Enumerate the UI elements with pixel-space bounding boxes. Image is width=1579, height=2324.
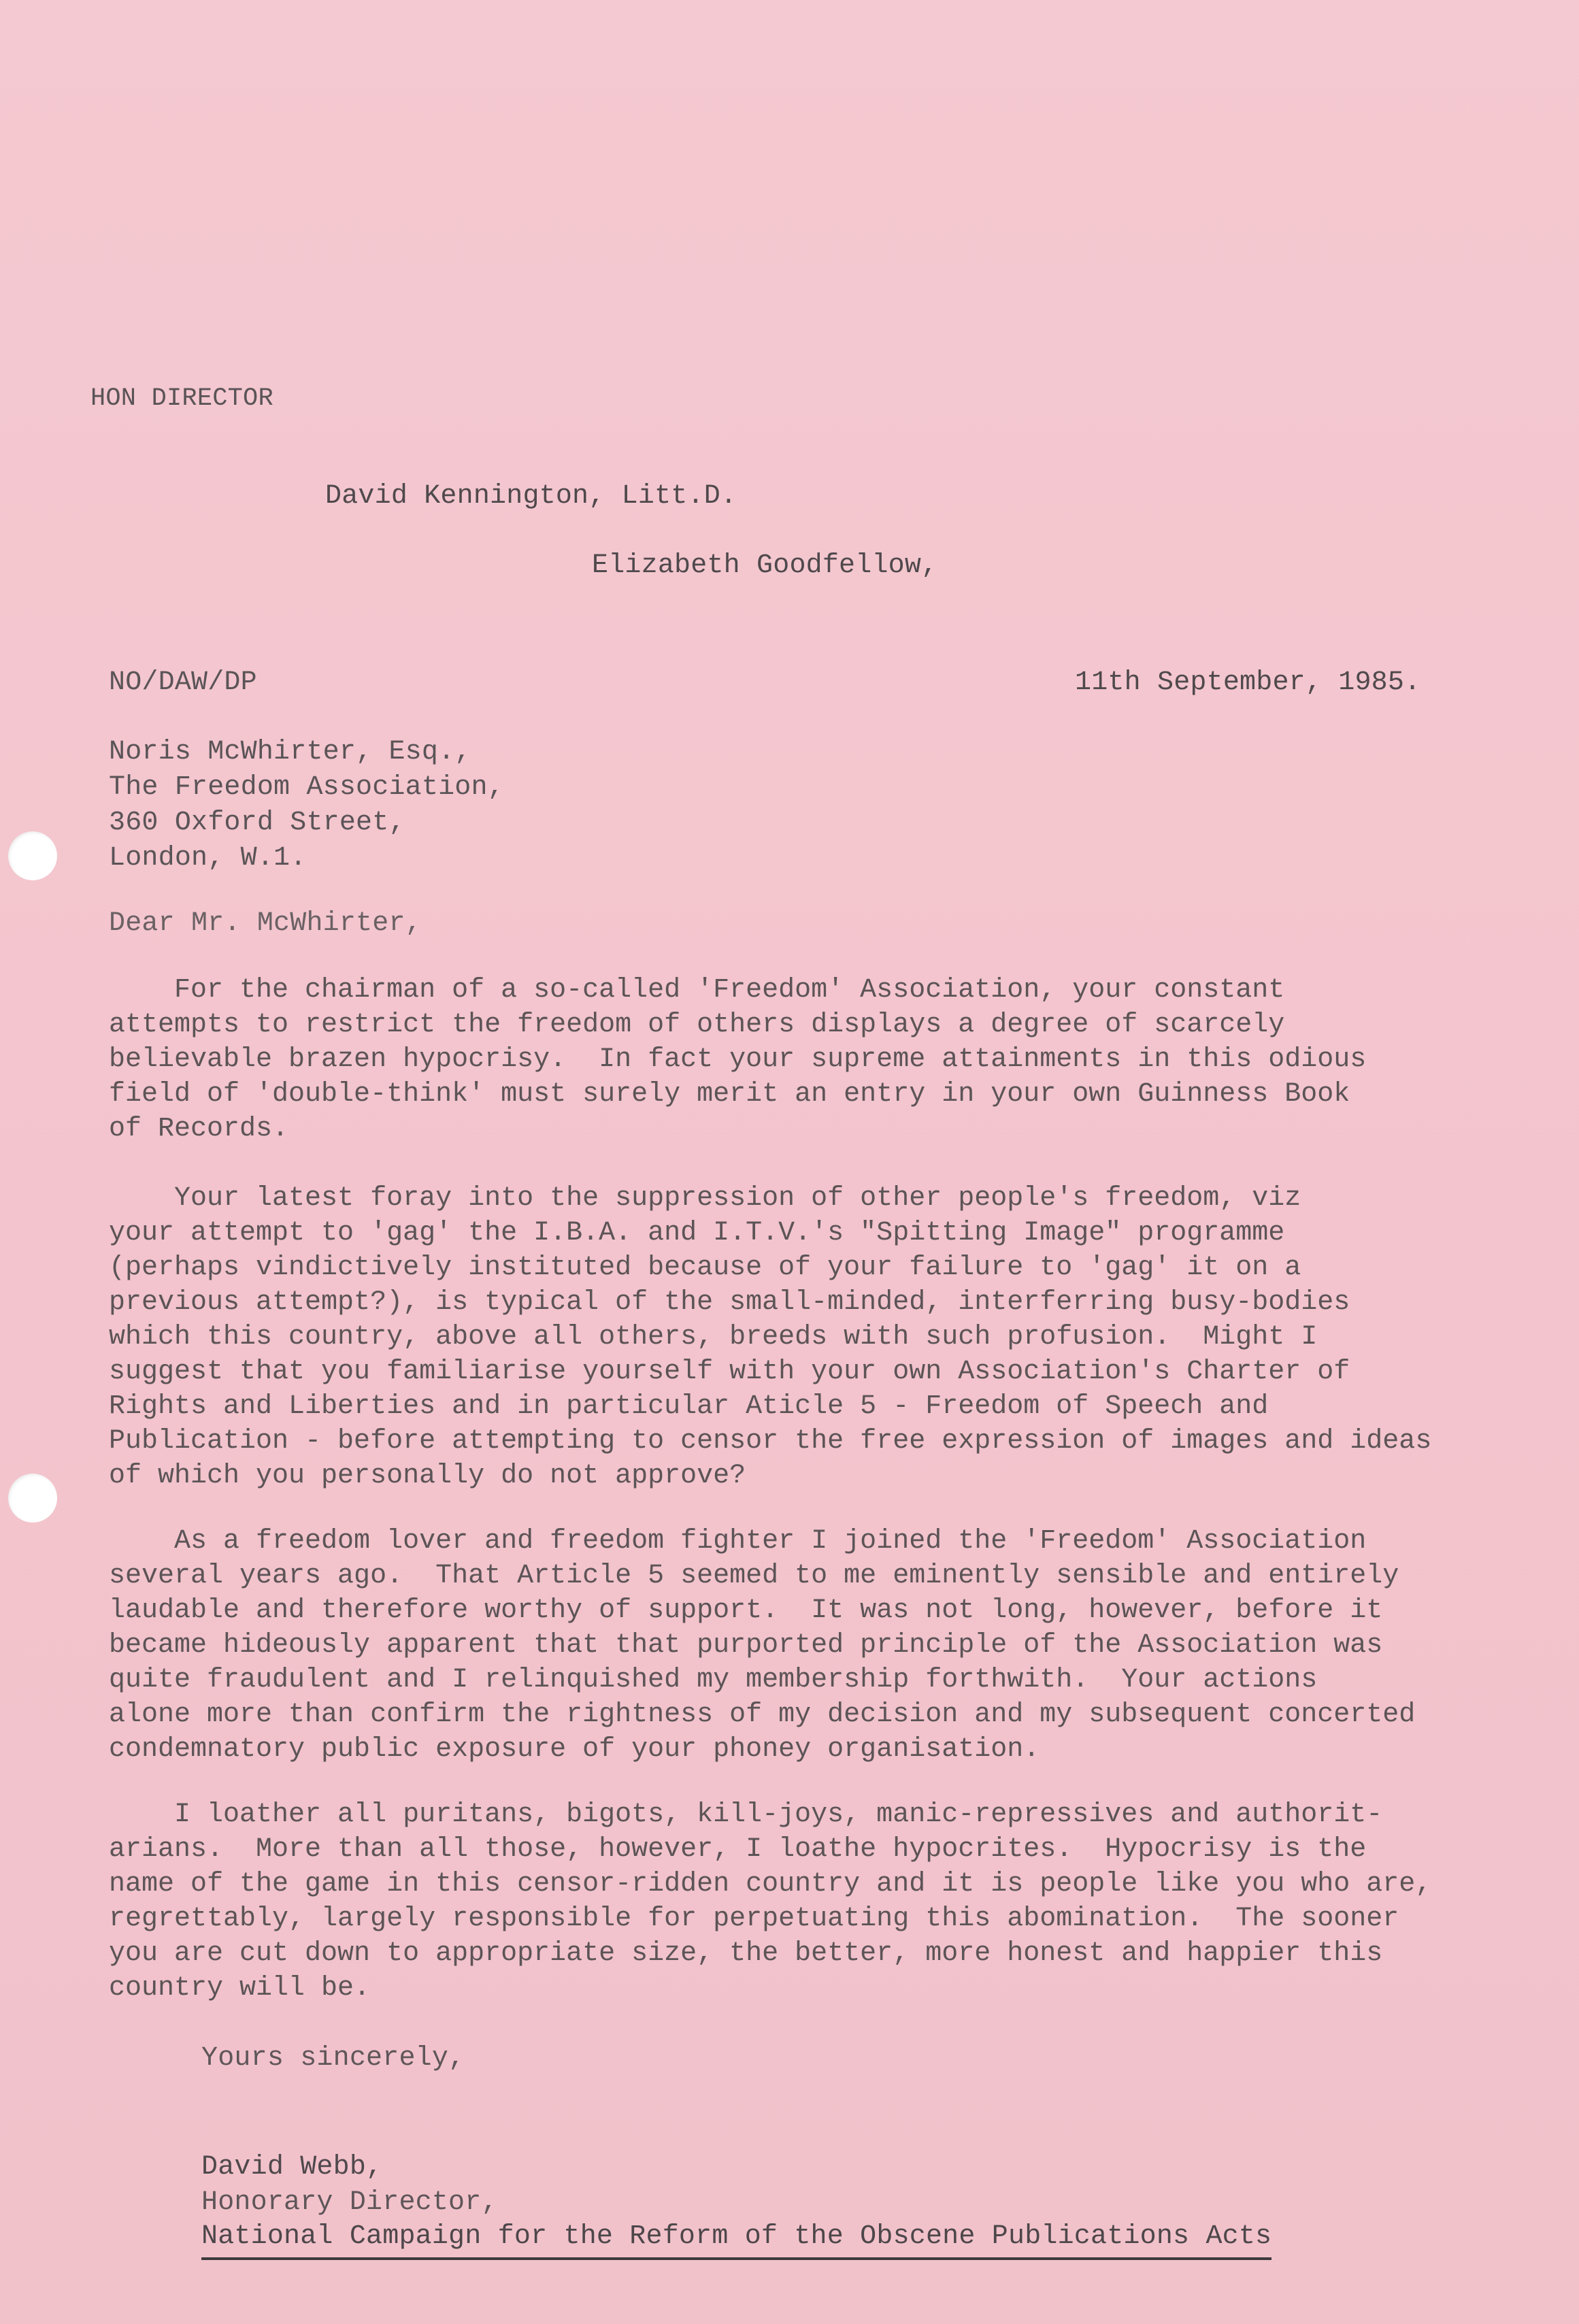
body-line: previous attempt?), is typical of the small-minded, interferring busy-bodies <box>109 1287 1350 1318</box>
body-line: For the chairman of a so-called 'Freedom' Association, your constant <box>109 975 1285 1006</box>
body-line: several years ago. That Article 5 seemed to me eminently sensible and entirely <box>109 1561 1399 1591</box>
body-line: of Records. <box>109 1114 289 1144</box>
body-line: Publication - before attempting to censor the free expression of images and ideas <box>109 1426 1432 1457</box>
body-line: (perhaps vindictively instituted because of your failure to 'gag' it on a <box>109 1252 1301 1283</box>
signatory-title: Honorary Director, <box>201 2187 498 2218</box>
body-line: of which you personally do not approve? <box>109 1461 746 1491</box>
body-line: laudable and therefore worthy of support. It was not long, however, before it <box>109 1595 1383 1626</box>
body-line: Your latest foray into the suppression of other people's freedom, viz <box>109 1183 1301 1214</box>
letter-date: 11th September, 1985. <box>1075 667 1421 698</box>
recipient-line: The Freedom Association, <box>109 772 504 803</box>
body-line: As a freedom lover and freedom fighter I joined the 'Freedom' Association <box>109 1526 1367 1557</box>
body-line: your attempt to 'gag' the I.B.A. and I.T.V.'s "Spitting Image" programme <box>109 1218 1285 1248</box>
body-line: name of the game in this censor-ridden country and it is people like you who are, <box>109 1869 1432 1899</box>
body-line: regrettably, largely responsible for perpetuating this abomination. The sooner <box>109 1904 1399 1934</box>
salutation: Dear Mr. McWhirter, <box>109 908 422 939</box>
body-line: condemnatory public exposure of your phoney organisation. <box>109 1734 1040 1765</box>
signatory-organisation: National Campaign for the Reform of the Obscene Publications Acts <box>201 2219 1271 2260</box>
body-line: suggest that you familiarise yourself with your own Association's Charter of <box>109 1357 1350 1387</box>
signatory-name: David Webb, <box>201 2152 383 2182</box>
body-line: I loather all puritans, bigots, kill-joys, manic-repressives and authorit- <box>109 1799 1383 1830</box>
body-line: Rights and Liberties and in particular Aticle 5 - Freedom of Speech and <box>109 1391 1269 1422</box>
letterhead-name-2: Elizabeth Goodfellow, <box>592 550 938 581</box>
closing: Yours sincerely, <box>201 2043 465 2074</box>
recipient-line: London, W.1. <box>109 843 307 874</box>
letterhead-title: HON DIRECTOR <box>90 384 273 413</box>
recipient-line: 360 Oxford Street, <box>109 808 405 838</box>
body-line: you are cut down to appropriate size, the better, more honest and happier this <box>109 1938 1383 1969</box>
body-paragraph-4 <box>109 1797 1565 2006</box>
body-line: country will be. <box>109 1973 371 2004</box>
body-line: alone more than confirm the rightness of my decision and my subsequent concerted <box>109 1699 1416 1730</box>
body-line: arians. More than all those, however, I loathe hypocrites. Hypocrisy is the <box>109 1834 1367 1865</box>
punch-hole <box>8 831 57 880</box>
body-paragraph-1 <box>109 973 1565 1146</box>
body-line: believable brazen hypocrisy. In fact your supreme attainments in this odious <box>109 1044 1367 1075</box>
body-line: became hideously apparent that that purported principle of the Association was <box>109 1630 1383 1661</box>
body-paragraph-2 <box>109 1181 1565 1493</box>
letterhead-name-1: David Kennington, Litt.D. <box>325 481 737 512</box>
punch-hole <box>8 1474 57 1523</box>
body-paragraph-3 <box>109 1524 1565 1767</box>
reference-code: NO/DAW/DP <box>109 667 257 698</box>
body-line: quite fraudulent and I relinquished my membership forthwith. Your actions <box>109 1665 1318 1695</box>
body-line: attempts to restrict the freedom of others displays a degree of scarcely <box>109 1010 1285 1040</box>
body-line: which this country, above all others, breeds with such profusion. Might I <box>109 1322 1318 1352</box>
recipient-line: Noris McWhirter, Esq., <box>109 737 471 767</box>
body-line: field of 'double-think' must surely merit an entry in your own Guinness Book <box>109 1079 1350 1110</box>
